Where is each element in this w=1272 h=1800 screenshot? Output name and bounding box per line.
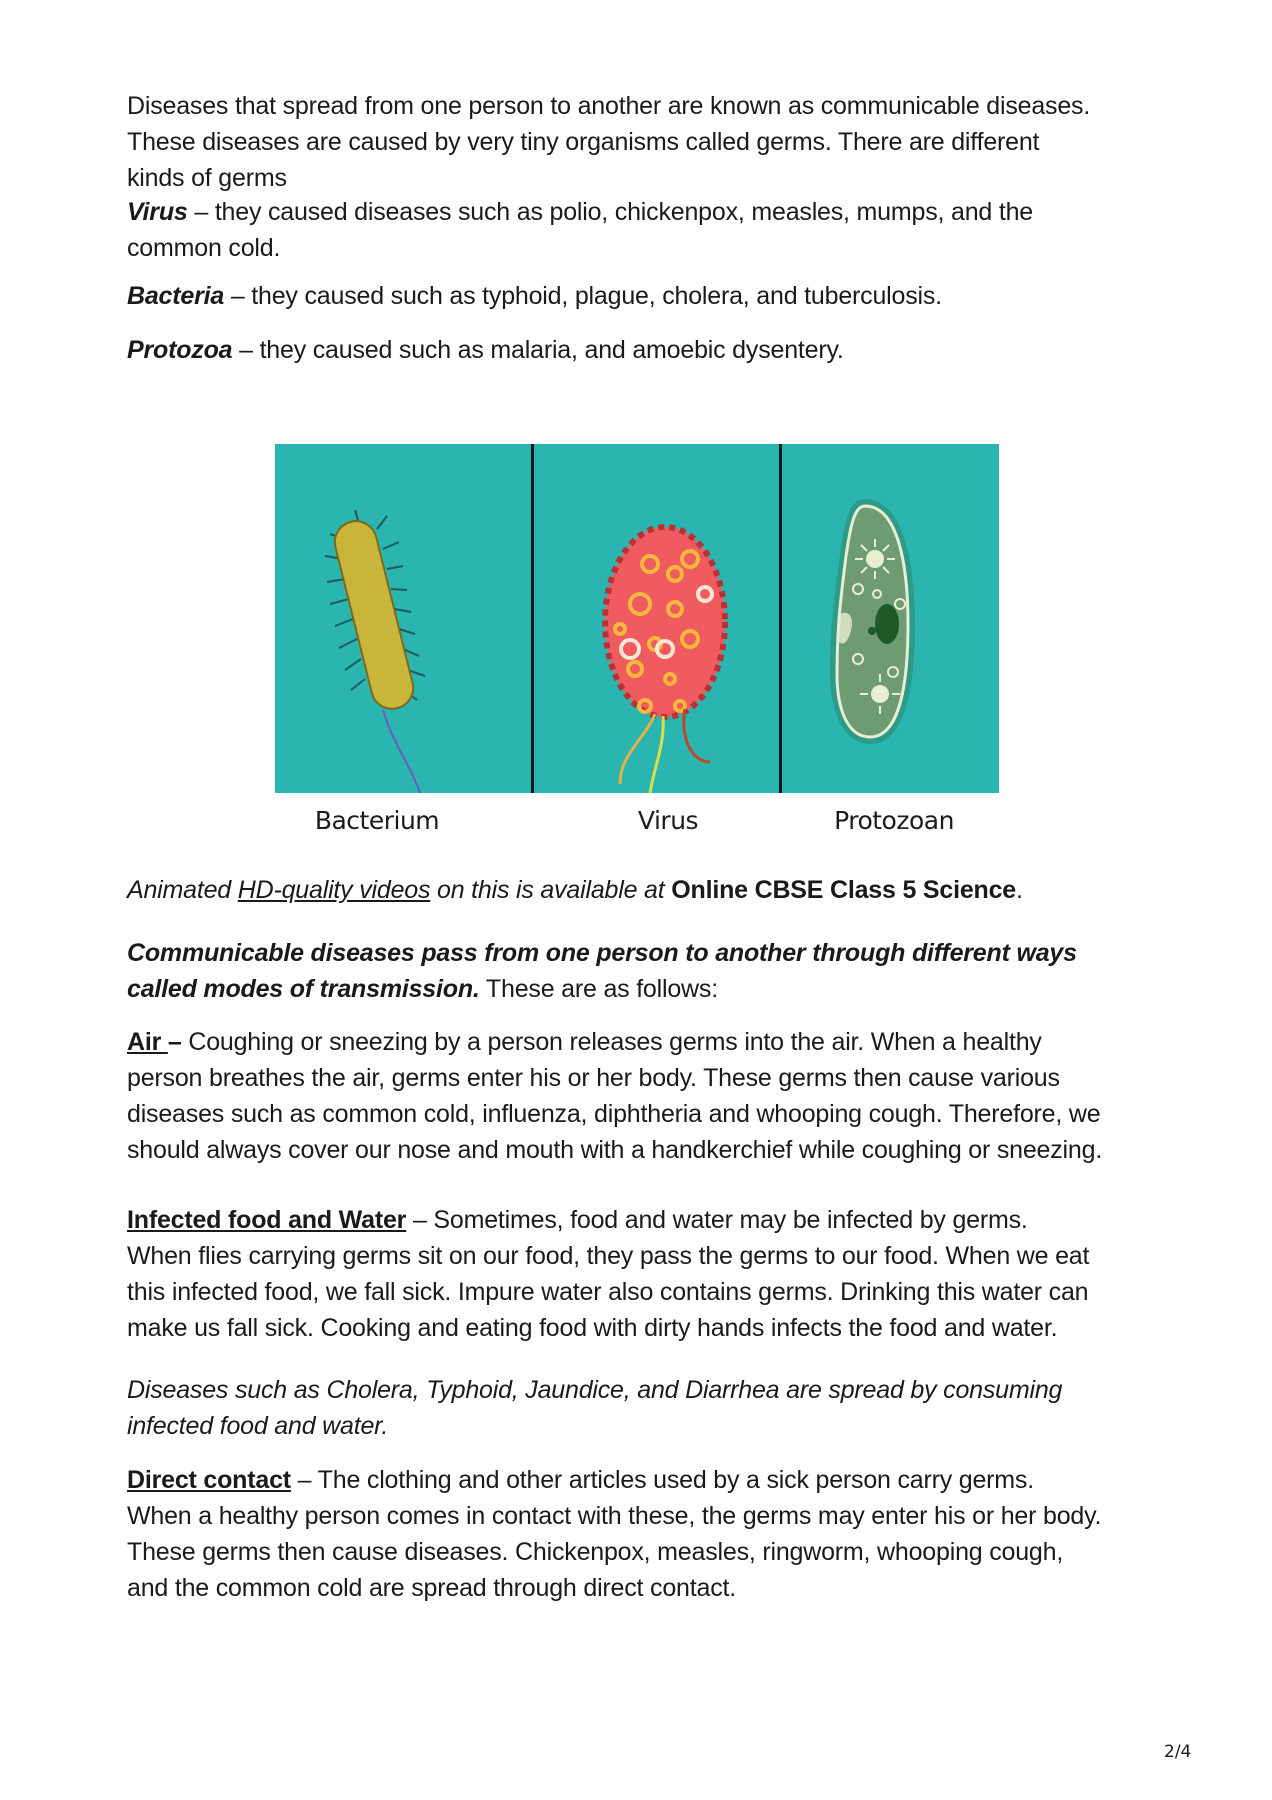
mode-air [127, 1024, 1167, 1168]
germ-virus [127, 194, 1167, 266]
mode-text: Coughing or sneezing by a person releases germs into the air. When a healthy [181, 1028, 1042, 1056]
mode-text: Sometimes, food and water may be infected by germs. [433, 1206, 1028, 1234]
figure-label-protozoan: Protozoan [834, 806, 954, 835]
germ-protozoa [127, 332, 1167, 368]
germs-illustration [275, 444, 999, 793]
mode-term: Air [127, 1028, 168, 1056]
modes-intro-line: called modes of transmission. [127, 975, 480, 1003]
mode-text: When a healthy person comes in contact with these, the germs may enter his or her body. [127, 1502, 1102, 1530]
mode-text: and the common cold are spread through direct contact. [127, 1574, 736, 1602]
mode-text: person breathes the air, germs enter his or her body. These germs then cause various [127, 1064, 1060, 1092]
video-note-middle: on this is available at [430, 876, 672, 904]
germ-description: they caused such as malaria, and amoebic dysentery. [259, 336, 844, 364]
mode-term: Direct contact [127, 1466, 291, 1494]
germ-description: common cold. [127, 234, 281, 262]
mode-text: When flies carrying germs sit on our food, they pass the germs to our food. When we eat [127, 1242, 1090, 1270]
modes-intro-suffix: These are as follows: [479, 975, 718, 1003]
germ-term: Virus [127, 198, 188, 226]
page-number: 2/4 [1164, 1742, 1192, 1762]
food-note [127, 1372, 1167, 1444]
video-note-suffix: . [1016, 876, 1023, 904]
mode-text: The clothing and other articles used by a sick person carry germs. [317, 1466, 1034, 1494]
dash: – [406, 1206, 434, 1234]
mode-term: Infected food and Water [127, 1206, 407, 1234]
dash: – [224, 282, 252, 310]
intro-line: kinds of germs [127, 164, 287, 192]
mode-text: this infected food, we fall sick. Impure water also contains germs. Drinking this water can [127, 1278, 1089, 1306]
mode-food-water [127, 1202, 1167, 1346]
modes-intro-line: Communicable diseases pass from one person to another through different ways [127, 939, 1077, 967]
intro-line: Diseases that spread from one person to another are known as communicable diseases. [127, 92, 1091, 120]
food-note-line: Diseases such as Cholera, Typhoid, Jaundice, and Diarrhea are spread by consuming [127, 1376, 1063, 1404]
video-note [127, 872, 1167, 908]
mode-text: make us fall sick. Cooking and eating food with dirty hands infects the food and water. [127, 1314, 1058, 1342]
dash: – [187, 198, 215, 226]
mode-direct-contact [127, 1462, 1167, 1606]
mode-text: These germs then cause diseases. Chickenpox, measles, ringworm, whooping cough, [127, 1538, 1064, 1566]
divider [779, 444, 782, 793]
germ-term: Protozoa [127, 336, 233, 364]
dash: – [167, 1028, 182, 1056]
germs-illustration-art [275, 444, 999, 793]
germ-description: they caused such as typhoid, plague, cholera, and tuberculosis. [251, 282, 942, 310]
mode-text: should always cover our nose and mouth with a handkerchief while coughing or sneezing. [127, 1136, 1103, 1164]
video-note-prefix: Animated [127, 876, 238, 904]
germ-description: they caused diseases such as polio, chickenpox, measles, mumps, and the [214, 198, 1034, 226]
protozoan-icon [830, 499, 915, 744]
food-note-line: infected food and water. [127, 1412, 389, 1440]
modes-intro [127, 935, 1167, 1007]
divider [531, 444, 534, 793]
germ-term: Bacteria [127, 282, 225, 310]
virus-icon [605, 527, 725, 793]
bacterium-icon [325, 510, 425, 793]
figure-label-virus: Virus [637, 806, 699, 835]
germ-bacteria [127, 278, 1167, 314]
intro-line: These diseases are caused by very tiny organisms called germs. There are different [127, 128, 1040, 156]
figure-label-bacterium: Bacterium [314, 806, 440, 835]
course-name: Online CBSE Class 5 Science [671, 876, 1017, 904]
intro-paragraph [127, 88, 1167, 196]
hd-videos-link[interactable]: HD-quality videos [237, 876, 431, 904]
dash: – [290, 1466, 318, 1494]
dash: – [232, 336, 260, 364]
mode-text: diseases such as common cold, influenza, diphtheria and whooping cough. Therefore, we [127, 1100, 1101, 1128]
